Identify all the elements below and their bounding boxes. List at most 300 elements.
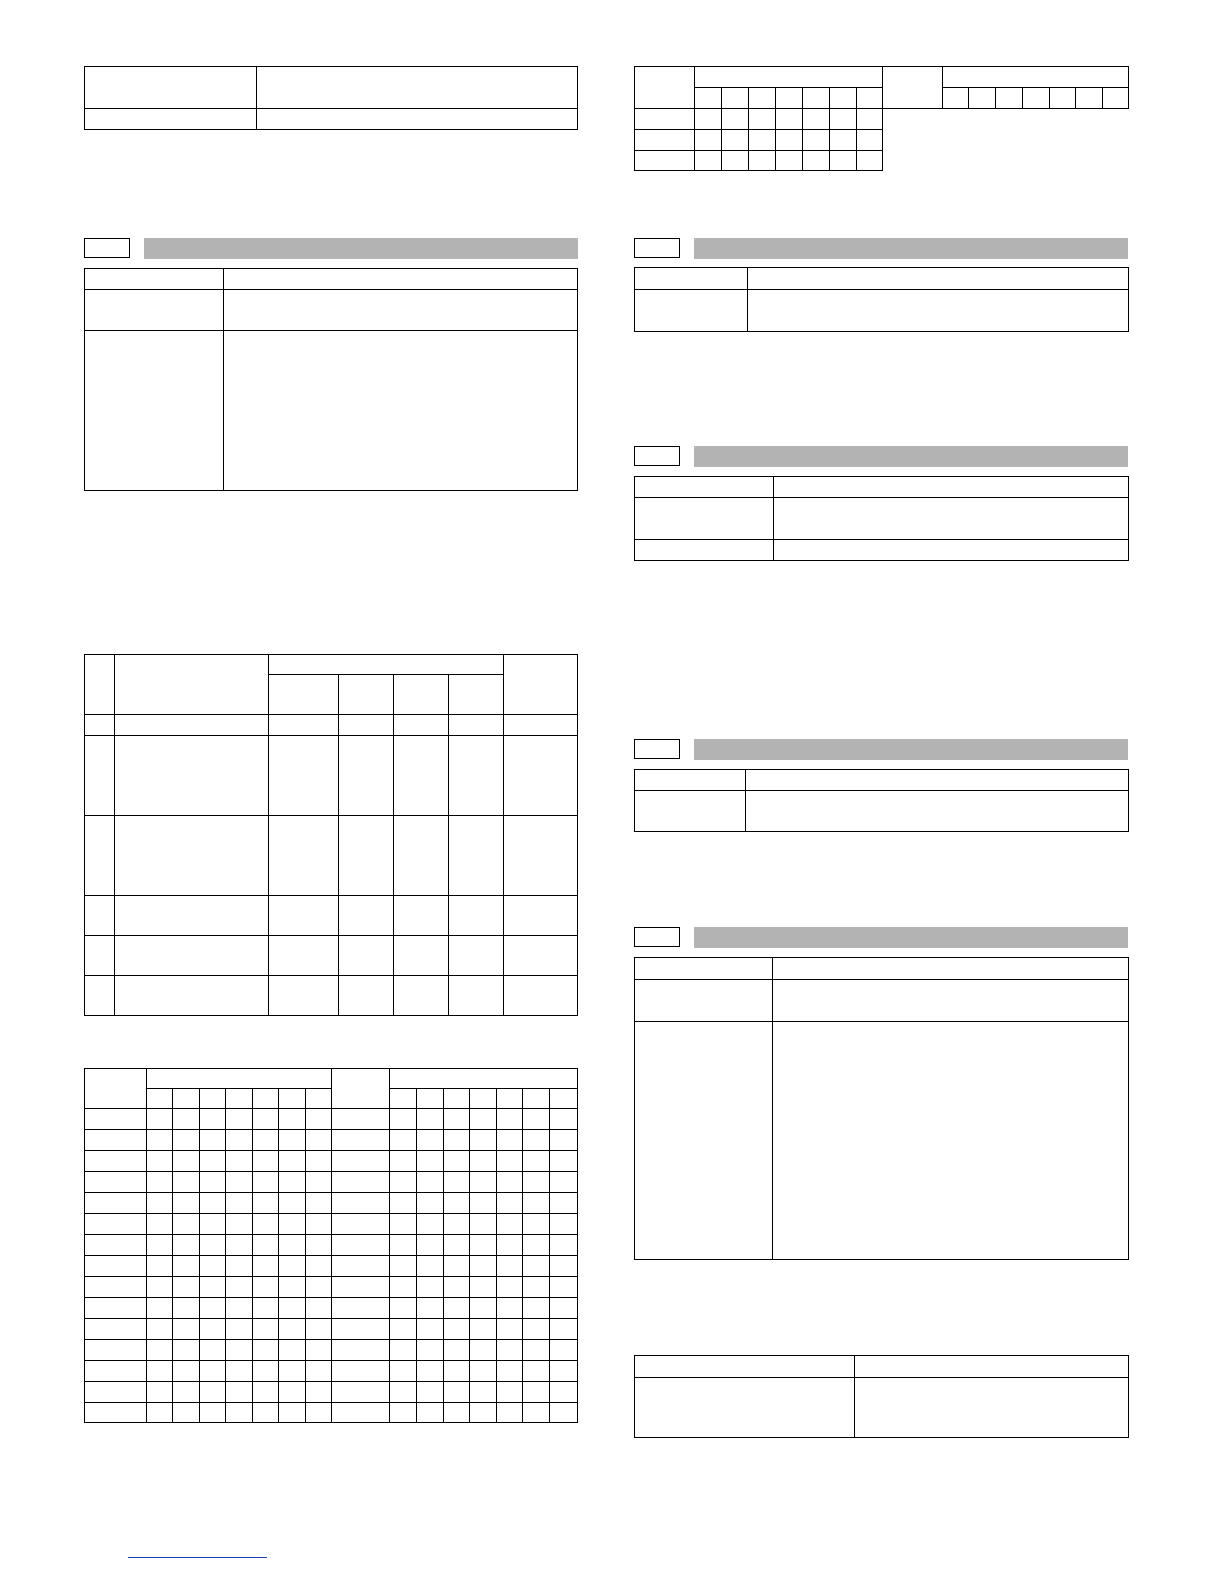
table-cell [803, 151, 830, 171]
table-cell [470, 1298, 497, 1319]
table-cell [147, 1340, 173, 1361]
table-cell [200, 1214, 226, 1235]
table-cell [748, 290, 1129, 332]
table-cell [857, 88, 883, 109]
table-cell [497, 1340, 523, 1361]
table-cell [226, 1256, 253, 1277]
table-cell [417, 1256, 444, 1277]
table-cell [306, 1340, 332, 1361]
table-cell [749, 88, 776, 109]
table-cell [339, 976, 394, 1016]
table-cell [306, 1214, 332, 1235]
bit-grid-table [84, 1068, 578, 1423]
table-cell [85, 655, 115, 715]
table-cell [390, 1214, 417, 1235]
table-cell [306, 1361, 332, 1382]
table-cell [444, 1089, 470, 1109]
table-cell [200, 1277, 226, 1298]
table-cell [332, 1172, 390, 1193]
table-cell [635, 498, 774, 540]
table-cell [253, 1130, 279, 1151]
table-cell [449, 976, 504, 1016]
bit-grid-header-right [882, 66, 1129, 109]
table-cell [147, 1069, 332, 1089]
table-header-cell [339, 675, 394, 715]
table-cell [497, 1193, 523, 1214]
table-cell [550, 1109, 578, 1130]
table-cell [173, 1361, 200, 1382]
table-cell [449, 736, 504, 816]
table-cell [332, 1319, 390, 1340]
table-cell [883, 67, 943, 109]
table-cell [339, 736, 394, 816]
table-cell [470, 1256, 497, 1277]
table-cell [635, 1022, 773, 1260]
table-cell [85, 1235, 147, 1256]
table-cell [830, 130, 857, 151]
table-cell [85, 269, 224, 290]
table-cell [200, 1298, 226, 1319]
table-cell [417, 1235, 444, 1256]
table-cell [1076, 88, 1103, 109]
table-cell [279, 1193, 306, 1214]
table-cell [173, 1319, 200, 1340]
table-cell [394, 736, 449, 816]
section-code-box [84, 238, 130, 258]
table-cell [173, 1256, 200, 1277]
table-cell [200, 1109, 226, 1130]
table-header-cell [449, 675, 504, 715]
table-cell [85, 1256, 147, 1277]
table-cell [444, 1172, 470, 1193]
table-cell [695, 88, 722, 109]
table-cell [147, 1130, 173, 1151]
table-cell [85, 896, 115, 936]
table-cell [226, 1277, 253, 1298]
section-title-bar [694, 739, 1128, 760]
table-cell [85, 1151, 147, 1172]
table-cell [449, 896, 504, 936]
table-cell [773, 1022, 1129, 1260]
table-cell [776, 109, 803, 130]
table-cell [774, 540, 1129, 561]
table-cell [470, 1340, 497, 1361]
table-cell [226, 1319, 253, 1340]
table-cell [85, 1193, 147, 1214]
table-cell [773, 958, 1129, 980]
table-cell [85, 1361, 147, 1382]
table-cell [332, 1382, 390, 1403]
table-cell [226, 1089, 253, 1109]
table-cell [497, 1361, 523, 1382]
table-cell [253, 1340, 279, 1361]
table-cell [635, 290, 748, 332]
table-cell [746, 770, 1129, 791]
table-cell [253, 1256, 279, 1277]
table-cell [147, 1151, 173, 1172]
table-cell [470, 1214, 497, 1235]
table-cell [253, 1403, 279, 1423]
table-cell [695, 130, 722, 151]
section-title-bar [694, 927, 1128, 948]
table-cell [226, 1109, 253, 1130]
table-cell [390, 1130, 417, 1151]
table-cell [85, 976, 115, 1016]
table-cell [269, 816, 339, 896]
table-cell [253, 1361, 279, 1382]
table-cell [200, 1172, 226, 1193]
table-cell [306, 1298, 332, 1319]
table-cell [306, 1235, 332, 1256]
table-cell [417, 1382, 444, 1403]
table-cell [722, 151, 749, 171]
table-cell [390, 1403, 417, 1423]
table-cell [550, 1130, 578, 1151]
table-cell [339, 816, 394, 896]
table-cell [173, 1109, 200, 1130]
table-cell [306, 1382, 332, 1403]
table-cell [497, 1172, 523, 1193]
table-cell [444, 1319, 470, 1340]
table-cell [497, 1235, 523, 1256]
table-cell [394, 896, 449, 936]
top-left-table [84, 66, 578, 130]
table-cell [417, 1172, 444, 1193]
table-cell [695, 151, 722, 171]
table-cell [635, 770, 746, 791]
table-cell [147, 1172, 173, 1193]
table-cell [306, 1109, 332, 1130]
table-cell [497, 1382, 523, 1403]
table-cell [306, 1130, 332, 1151]
table-cell [306, 1277, 332, 1298]
table-cell [390, 1193, 417, 1214]
table-cell [115, 715, 269, 736]
table-cell [550, 1403, 578, 1423]
table-cell [390, 1089, 417, 1109]
table-cell [635, 109, 695, 130]
table-cell [444, 1340, 470, 1361]
table-cell [224, 290, 578, 331]
table-cell [394, 816, 449, 896]
table-cell [200, 1151, 226, 1172]
table-cell [497, 1403, 523, 1423]
table-cell [85, 1130, 147, 1151]
table-cell [332, 1214, 390, 1235]
table-cell [1103, 88, 1129, 109]
table-cell [253, 1151, 279, 1172]
table-cell [470, 1403, 497, 1423]
table-cell [332, 1340, 390, 1361]
table-cell [173, 1403, 200, 1423]
table-cell [776, 88, 803, 109]
table-cell [390, 1256, 417, 1277]
table-cell [830, 109, 857, 130]
table-cell [173, 1130, 200, 1151]
table-cell [497, 1089, 523, 1109]
table-cell [115, 896, 269, 936]
table-cell [857, 151, 883, 171]
table-cell [774, 498, 1129, 540]
table-cell [394, 715, 449, 736]
table-cell [855, 1378, 1129, 1438]
table-cell [523, 1277, 550, 1298]
section-title-bar [694, 446, 1128, 467]
table-cell [635, 980, 773, 1022]
table-cell [497, 1298, 523, 1319]
table-cell [173, 1340, 200, 1361]
table-cell [523, 1298, 550, 1319]
table-cell [332, 1277, 390, 1298]
table-cell [417, 1193, 444, 1214]
table-cell [226, 1382, 253, 1403]
table-cell [332, 1109, 390, 1130]
table-cell [85, 290, 224, 331]
table-cell [306, 1193, 332, 1214]
table-cell [943, 67, 1129, 88]
table-cell [306, 1172, 332, 1193]
table-cell [200, 1193, 226, 1214]
table-cell [269, 896, 339, 936]
table-cell [855, 1356, 1129, 1378]
table-cell [504, 936, 578, 976]
table-cell [147, 1214, 173, 1235]
table-cell [996, 88, 1023, 109]
table-cell [279, 1151, 306, 1172]
table-cell [470, 1151, 497, 1172]
table-cell [470, 1277, 497, 1298]
table-cell [279, 1109, 306, 1130]
table-cell [253, 1298, 279, 1319]
table-cell [85, 715, 115, 736]
table-cell [722, 88, 749, 109]
table-cell [200, 1130, 226, 1151]
table-cell [173, 1214, 200, 1235]
table-cell [550, 1214, 578, 1235]
table-cell [279, 1403, 306, 1423]
table-cell [417, 1151, 444, 1172]
table-cell [390, 1277, 417, 1298]
section-2-table [634, 267, 1129, 332]
table-cell [147, 1235, 173, 1256]
table-cell [115, 655, 269, 715]
table-cell [147, 1382, 173, 1403]
table-cell [776, 151, 803, 171]
footer-link[interactable] [128, 1557, 267, 1558]
table-cell [504, 715, 578, 736]
table-cell [523, 1235, 550, 1256]
section-1-table [84, 268, 578, 491]
table-cell [85, 331, 224, 491]
table-cell [147, 1256, 173, 1277]
table-cell [550, 1340, 578, 1361]
section-5-table [634, 957, 1129, 1260]
table-cell [306, 1403, 332, 1423]
table-cell [269, 976, 339, 1016]
table-cell [746, 791, 1129, 832]
table-cell [279, 1298, 306, 1319]
table-cell [523, 1151, 550, 1172]
table-cell [470, 1109, 497, 1130]
table-cell [332, 1298, 390, 1319]
table-cell [200, 1361, 226, 1382]
table-cell [497, 1151, 523, 1172]
table-cell [390, 1340, 417, 1361]
table-cell [85, 936, 115, 976]
table-cell [279, 1089, 306, 1109]
table-cell [332, 1403, 390, 1423]
table-cell [200, 1256, 226, 1277]
table-cell [200, 1403, 226, 1423]
table-cell [269, 736, 339, 816]
table-cell [635, 151, 695, 171]
table-cell [200, 1319, 226, 1340]
table-cell [224, 269, 578, 290]
table-cell [394, 936, 449, 976]
table-cell [504, 816, 578, 896]
table-cell [722, 109, 749, 130]
table-cell [85, 1069, 147, 1109]
table-cell [749, 109, 776, 130]
table-cell [332, 1361, 390, 1382]
table-cell [390, 1382, 417, 1403]
table-cell [279, 1361, 306, 1382]
section-3-table [634, 476, 1129, 561]
table-cell [550, 1089, 578, 1109]
table-cell [279, 1382, 306, 1403]
table-cell [449, 936, 504, 976]
table-cell [449, 715, 504, 736]
table-cell [85, 67, 257, 109]
table-cell [147, 1089, 173, 1109]
table-cell [417, 1214, 444, 1235]
table-cell [550, 1319, 578, 1340]
table-cell [504, 976, 578, 1016]
table-cell [635, 477, 774, 498]
table-cell [444, 1298, 470, 1319]
table-cell [417, 1130, 444, 1151]
table-cell [523, 1361, 550, 1382]
table-cell [470, 1130, 497, 1151]
table-cell [279, 1235, 306, 1256]
table-cell [339, 936, 394, 976]
table-cell [173, 1193, 200, 1214]
table-cell [173, 1172, 200, 1193]
table-cell [147, 1361, 173, 1382]
table-cell [226, 1172, 253, 1193]
bottom-right-table [634, 1355, 1129, 1438]
table-cell [390, 1361, 417, 1382]
table-header-cell [269, 675, 339, 715]
table-cell [635, 1378, 855, 1438]
table-cell [85, 1403, 147, 1423]
table-cell [85, 1277, 147, 1298]
table-cell [497, 1214, 523, 1235]
table-cell [147, 1403, 173, 1423]
table-cell [173, 1298, 200, 1319]
table-cell [748, 268, 1129, 290]
table-cell [417, 1319, 444, 1340]
table-cell [523, 1193, 550, 1214]
table-cell [504, 736, 578, 816]
table-cell [257, 67, 578, 109]
table-cell [115, 736, 269, 816]
table-cell [226, 1151, 253, 1172]
table-cell [550, 1298, 578, 1319]
bit-grid-table-right [634, 66, 883, 171]
table-cell [523, 1382, 550, 1403]
table-cell [85, 1109, 147, 1130]
table-cell [85, 1382, 147, 1403]
table-cell [803, 88, 830, 109]
table-cell [279, 1172, 306, 1193]
table-cell [417, 1340, 444, 1361]
table-cell [417, 1089, 444, 1109]
table-cell [444, 1193, 470, 1214]
section-code-box [634, 739, 680, 759]
table-cell [85, 1298, 147, 1319]
table-cell [722, 130, 749, 151]
table-cell [523, 1214, 550, 1235]
table-cell [115, 976, 269, 1016]
table-cell [444, 1361, 470, 1382]
specification-table [84, 654, 578, 1016]
table-cell [504, 655, 578, 715]
table-cell [497, 1109, 523, 1130]
table-cell [635, 958, 773, 980]
table-header-cell [269, 655, 504, 675]
table-cell [306, 1319, 332, 1340]
table-cell [257, 109, 578, 130]
table-cell [332, 1069, 390, 1109]
table-cell [85, 1319, 147, 1340]
table-cell [635, 130, 695, 151]
table-cell [85, 1172, 147, 1193]
table-cell [306, 1151, 332, 1172]
table-cell [749, 151, 776, 171]
section-code-box [634, 927, 680, 947]
table-cell [444, 1235, 470, 1256]
table-cell [523, 1109, 550, 1130]
table-cell [173, 1235, 200, 1256]
table-cell [390, 1319, 417, 1340]
table-cell [253, 1172, 279, 1193]
table-cell [390, 1298, 417, 1319]
table-cell [444, 1109, 470, 1130]
table-cell [550, 1256, 578, 1277]
table-cell [857, 109, 883, 130]
table-cell [504, 896, 578, 936]
table-cell [306, 1089, 332, 1109]
table-cell [417, 1298, 444, 1319]
table-cell [523, 1256, 550, 1277]
table-cell [523, 1130, 550, 1151]
table-cell [226, 1130, 253, 1151]
table-cell [253, 1214, 279, 1235]
table-cell [470, 1172, 497, 1193]
table-cell [332, 1130, 390, 1151]
table-cell [306, 1256, 332, 1277]
table-cell [279, 1214, 306, 1235]
table-cell [85, 1340, 147, 1361]
table-cell [226, 1214, 253, 1235]
section-4-table [634, 769, 1129, 832]
table-cell [550, 1361, 578, 1382]
table-cell [695, 109, 722, 130]
table-cell [332, 1235, 390, 1256]
table-cell [226, 1193, 253, 1214]
table-cell [523, 1319, 550, 1340]
